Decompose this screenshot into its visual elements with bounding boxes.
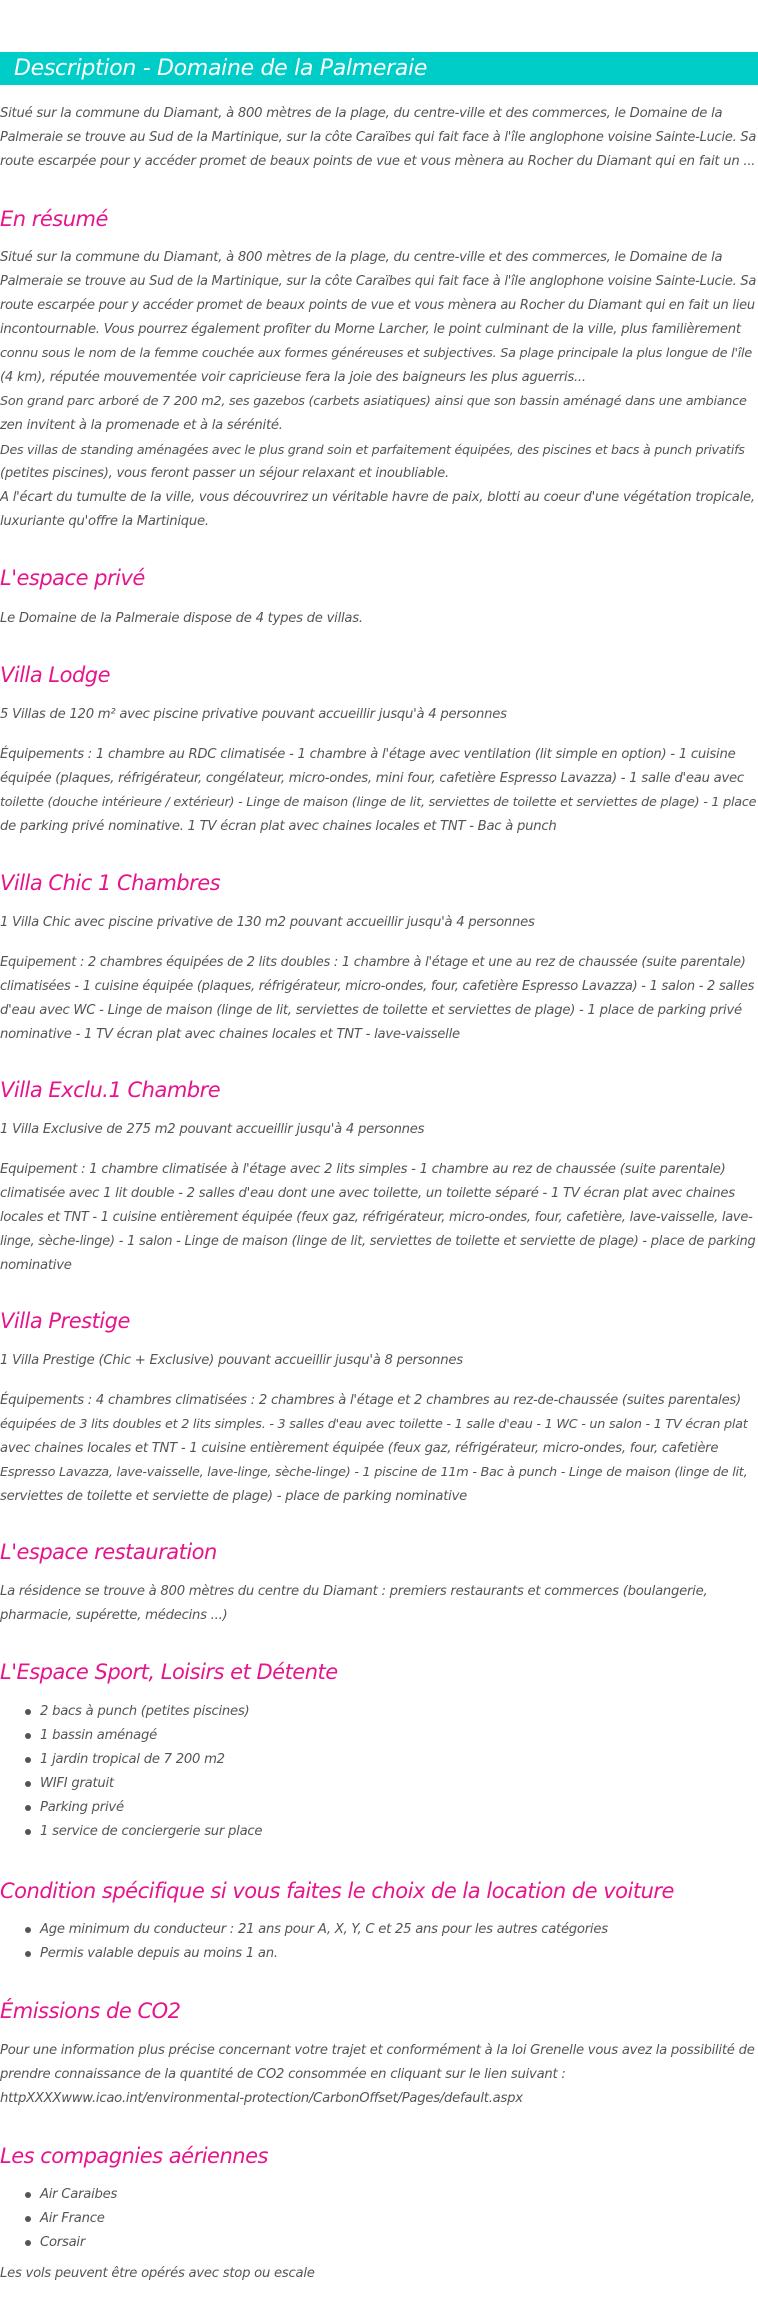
restauration-text [0, 1580, 756, 1628]
resume-paragraph [0, 246, 756, 534]
list-item [0, 2207, 117, 2231]
list-item [0, 2183, 117, 2207]
text-line: d'eau avec WC - Linge de maison (linge de lit, serviettes de toilette et serviettes de plage) - 1 place de parking privé [0, 1003, 742, 1018]
text-line: Situé sur la commune du Diamant, à 800 mètres de la plage, du centre-ville et des commerces, le Domaine de la [0, 106, 723, 121]
text-line: route escarpée pour y accéder promet de beaux points de vue et vous mènera au Rocher du Diamant qui en fait un ... [0, 154, 756, 169]
list-item-text: WIFI gratuit [40, 1776, 114, 1791]
text-line: 1 Villa Prestige (Chic + Exclusive) pouvant accueillir jusqu'à 8 personnes [0, 1353, 463, 1368]
list-item [0, 2231, 117, 2255]
text-line: Situé sur la commune du Diamant, à 800 mètres de la plage, du centre-ville et des commerces, le Domaine de la [0, 250, 723, 265]
villa-exclu-equipment [0, 1158, 756, 1278]
text-line: Le Domaine de la Palmeraie dispose de 4 types de villas. [0, 611, 363, 626]
co2-link: httpXXXXwww.icao.int/environmental-protection/CarbonOffset/Pages/default.aspx [0, 2091, 523, 2106]
list-item-text: Age minimum du conducteur : 21 ans pour A, X, Y, C et 25 ans pour les autres catégories [40, 1922, 608, 1937]
text-line: avec chaines locales et TNT - 1 cuisine entièrement équipée (feux gaz, réfrigérateur, micro-ondes, four, cafetière [0, 1441, 719, 1456]
co2-text [0, 2039, 756, 2111]
list-item [0, 1748, 262, 1772]
text-line: (4 km), réputée mouvementée voir capricieuse fera la joie des baigneurs les plus aguerris... [0, 370, 586, 385]
text-line: (petites piscines), vous feront passer un séjour relaxant et inoubliable. [0, 466, 449, 481]
text-line: 1 Villa Exclusive de 275 m2 pouvant accueillir jusqu'à 4 personnes [0, 1122, 425, 1137]
bullet-icon [25, 2240, 31, 2246]
list-item-text: Corsair [40, 2235, 85, 2250]
bullet-icon [25, 1781, 31, 1787]
sport-list [0, 1700, 262, 1844]
bullet-icon [25, 2216, 31, 2222]
bullet-icon [25, 1709, 31, 1715]
list-item [0, 1796, 262, 1820]
heading-villa-prestige: Villa Prestige [0, 1309, 130, 1333]
list-item-text: 1 jardin tropical de 7 200 m2 [40, 1752, 225, 1767]
text-line: de parking privé nominative. 1 TV écran plat avec chaines locales et TNT - Bac à punch [0, 819, 557, 834]
text-line: Palmeraie se trouve au Sud de la Martinique, sur la côte Caraïbes qui fait face à l'île anglophone voisine Sainte-Lucie. Sa [0, 130, 757, 145]
list-item [0, 1772, 262, 1796]
text-line: incontournable. Vous pourrez également profiter du Morne Larcher, le point culminant de la ville, plus familièrement [0, 322, 741, 337]
text-line: 1 Villa Chic avec piscine privative de 130 m2 pouvant accueillir jusqu'à 4 personnes [0, 915, 535, 930]
text-line: Pour une information plus précise concernant votre trajet et conformément à la loi Grenelle vous avez la possibilité de [0, 2043, 755, 2058]
intro-paragraph [0, 102, 756, 174]
heading-restauration: L'espace restauration [0, 1540, 217, 1564]
list-item-text: Permis valable depuis au moins 1 an. [40, 1946, 278, 1961]
villa-exclu-summary [0, 1118, 756, 1142]
espace-prive-text [0, 607, 756, 631]
text-line: A l'écart du tumulte de la ville, vous découvrirez un véritable havre de paix, blotti au coeur d'une végétation tropicale, [0, 490, 755, 505]
bullet-icon [25, 1757, 31, 1763]
list-item [0, 1820, 262, 1844]
heading-espace-prive: L'espace privé [0, 566, 145, 590]
text-line: équipées de 3 lits doubles et 2 lits simples. - 3 salles d'eau avec toilette - 1 salle d'eau - 1 WC - un salon - 1 TV écran plat [0, 1417, 748, 1432]
bullet-icon [25, 1927, 31, 1933]
list-item-text: Parking privé [40, 1800, 124, 1815]
bullet-icon [25, 1805, 31, 1811]
villa-prestige-equipment [0, 1389, 756, 1509]
text-line: zen invitent à la promenade et à la sérénité. [0, 418, 283, 433]
bullet-icon [25, 1829, 31, 1835]
list-item-text: 1 bassin aménagé [40, 1728, 157, 1743]
text-line: Equipement : 2 chambres équipées de 2 lits doubles : 1 chambre à l'étage et une au rez de chaussée (suite parentale) [0, 955, 746, 970]
text-line: route escarpée pour y accéder promet de beaux points de vue et vous mènera au Rocher du Diamant qui en fait un lieu [0, 298, 755, 313]
list-item [0, 1724, 262, 1748]
list-item-text: Air France [40, 2211, 105, 2226]
heading-airlines: Les compagnies aériennes [0, 2144, 268, 2168]
heading-villa-exclu: Villa Exclu.1 Chambre [0, 1078, 221, 1102]
text-line: Equipement : 1 chambre climatisée à l'étage avec 2 lits simples - 1 chambre au rez de chaussée (suite parentale) [0, 1162, 726, 1177]
text-line: pharmacie, supérette, médecins ...) [0, 1608, 228, 1623]
heading-condition: Condition spécifique si vous faites le choix de la location de voiture [0, 1879, 674, 1903]
bullet-icon [25, 1733, 31, 1739]
villa-prestige-summary [0, 1349, 756, 1373]
heading-villa-chic: Villa Chic 1 Chambres [0, 871, 221, 895]
text-line: Espresso Lavazza, lave-vaisselle, lave-linge, sèche-linge) - 1 piscine de 11m - Bac à punch - Linge de maison (linge de lit, [0, 1465, 748, 1480]
villa-chic-equipment [0, 951, 756, 1047]
list-item-text: Air Caraibes [40, 2187, 118, 2202]
text-line: Palmeraie se trouve au Sud de la Martinique, sur la côte Caraïbes qui fait face à l'île anglophone voisine Sainte-Lucie. Sa [0, 274, 757, 289]
list-item [0, 1700, 262, 1724]
bullet-icon [25, 1951, 31, 1957]
text-line: Équipements : 1 chambre au RDC climatisée - 1 chambre à l'étage avec ventilation (lit simple en option) - 1 cuisine [0, 747, 736, 762]
text-line: Son grand parc arboré de 7 200 m2, ses gazebos (carbets asiatiques) ainsi que son bassin aménagé dans une ambiance [0, 394, 747, 409]
text-line: nominative - 1 TV écran plat avec chaines locales et TNT - lave-vaisselle [0, 1027, 460, 1042]
heading-co2: Émissions de CO2 [0, 1999, 181, 2023]
villa-chic-summary [0, 911, 756, 935]
text-line: toilette (douche intérieure / extérieur) - Linge de maison (linge de lit, serviettes de toilette et serviettes de plage) - 1 place [0, 795, 757, 810]
text-line: luxuriante qu'offre la Martinique. [0, 514, 209, 529]
text-line: Des villas de standing aménagées avec le plus grand soin et parfaitement équipées, des piscines et bacs à punch privatifs [0, 442, 745, 457]
heading-sport: L'Espace Sport, Loisirs et Détente [0, 1660, 338, 1684]
condition-list [0, 1918, 608, 1966]
villa-lodge-summary [0, 703, 756, 727]
bullet-icon [25, 2192, 31, 2198]
text-line: climatisée avec 1 lit double - 2 salles d'eau dont une avec toilette, un toilette séparé - 1 TV écran plat avec chaines [0, 1186, 735, 1201]
heading-resume: En résumé [0, 207, 108, 231]
text-line: linge, sèche-linge) - 1 salon - Linge de maison (linge de lit, serviettes de toilette et serviette de plage) - place de parking [0, 1234, 756, 1249]
list-item [0, 1942, 608, 1966]
text-line: connu sous le nom de la femme couchée aux formes généreuses et subjectives. Sa plage principale la plus longue de l'île [0, 346, 752, 361]
list-item-text: 2 bacs à punch (petites piscines) [40, 1704, 250, 1719]
text-line: La résidence se trouve à 800 mètres du centre du Diamant : premiers restaurants et commerces (boulangerie, [0, 1584, 708, 1599]
list-item [0, 1918, 608, 1942]
heading-villa-lodge: Villa Lodge [0, 663, 111, 687]
banner-title: Description - Domaine de la Palmeraie [14, 56, 428, 81]
text-line: locales et TNT - 1 cuisine entièrement équipée (feux gaz, réfrigérateur, micro-ondes, four, cafetière, lave-vaisselle, lave- [0, 1210, 753, 1225]
text-line: Équipements : 4 chambres climatisées : 2 chambres à l'étage et 2 chambres au rez-de-chaussée (suites parentales) [0, 1393, 741, 1408]
airlines-list [0, 2183, 117, 2255]
description-banner [0, 52, 758, 85]
text-line: 5 Villas de 120 m² avec piscine privative pouvant accueillir jusqu'à 4 personnes [0, 707, 507, 722]
text-line: Les vols peuvent être opérés avec stop ou escale [0, 2266, 315, 2281]
text-line: climatisées - 1 cuisine équipée (plaques, réfrigérateur, micro-ondes, four, cafetière Espresso Lavazza) - 1 salon - 2 salles [0, 979, 755, 994]
text-line: équipée (plaques, réfrigérateur, congélateur, micro-ondes, mini four, cafetière Espresso Lavazza) - 1 salle d'eau avec [0, 771, 744, 786]
villa-lodge-equipment [0, 743, 756, 839]
text-line: prendre connaissance de la quantité de CO2 consommée en cliquant sur le lien suivant : [0, 2067, 566, 2082]
list-item-text: 1 service de conciergerie sur place [40, 1824, 263, 1839]
text-line: nominative [0, 1258, 72, 1273]
airlines-note [0, 2262, 756, 2286]
text-line: serviettes de toilette et serviette de plage) - place de parking nominative [0, 1489, 468, 1504]
